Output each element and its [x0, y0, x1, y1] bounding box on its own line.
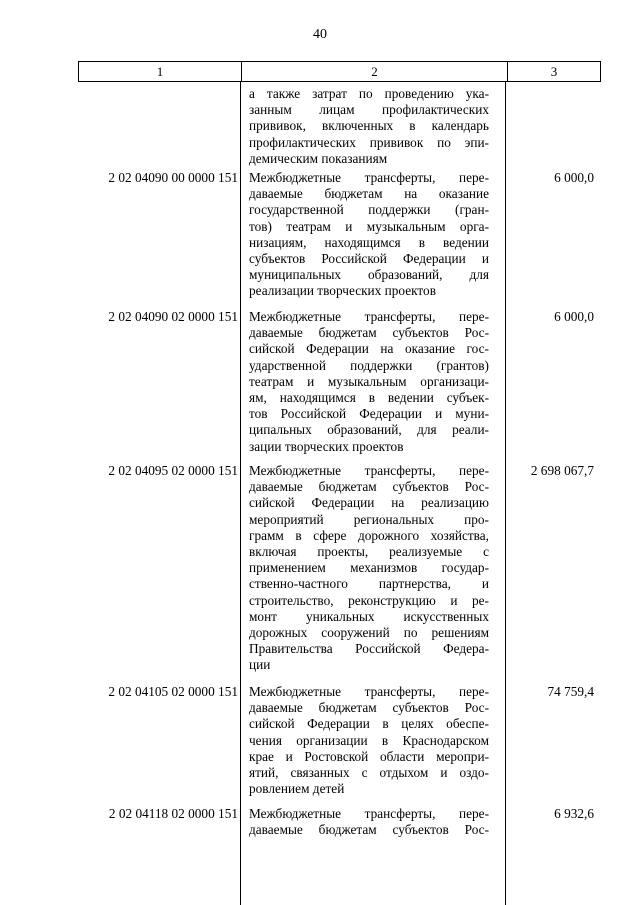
table-header-col-2: 2	[242, 62, 508, 81]
description-line: Межбюджетные трансферты, пере-	[249, 684, 489, 699]
description-line: сийской Федерации на реализацию	[249, 495, 489, 511]
budget-code: 2 02 04105 02 0000 151	[108, 684, 238, 699]
description-line: даваемые бюджетам на оказание	[249, 186, 489, 202]
description-line: тов Российской Федерации и муни-	[249, 406, 489, 422]
column-divider-1	[240, 82, 241, 905]
description-line: Межбюджетные трансферты, пере-	[249, 463, 489, 478]
description-line: применением механизмов государ-	[249, 560, 489, 576]
row-description	[249, 309, 489, 455]
description-line: реализации творческих проектов	[249, 283, 436, 299]
table-header-col-3: 3	[550, 64, 558, 79]
description-line: ровлением детей	[249, 781, 345, 797]
description-line: занным лицам профилактических	[249, 102, 489, 118]
description-line: даваемые бюджетам субъектов Рос-	[249, 325, 489, 341]
description-line: прививок, включенных в календарь	[249, 118, 489, 134]
description-line: зации творческих проектов	[249, 438, 404, 454]
description-line: тов) театрам и музыкальным орга-	[249, 218, 489, 234]
description-line: ударственной поддержки (грантов)	[249, 357, 489, 373]
description-line: Правительства Российской Федера-	[249, 641, 489, 657]
description-line: ятий, связанных с отдыхом и оздо-	[249, 765, 489, 781]
budget-code: 2 02 04090 00 0000 151	[108, 170, 238, 185]
description-line: низациям, находящимся в ведении	[249, 234, 489, 250]
description-line: ям, находящимся в ведении субъек-	[249, 390, 489, 406]
description-line: профилактических прививок по эпи-	[249, 134, 489, 150]
description-line: чения организации в Краснодарском	[249, 732, 489, 748]
description-line: ственно-частного партнерства, и	[249, 576, 489, 592]
description-line: Межбюджетные трансферты, пере-	[249, 170, 489, 185]
description-line: строительство, реконструкцию и ре-	[249, 592, 489, 608]
amount: 6 932,6	[554, 806, 594, 821]
description-line: ции	[249, 657, 271, 673]
description-line: включая проекты, реализуемые с	[249, 544, 489, 560]
column-divider-2	[505, 82, 506, 905]
table-header-col-1: 1	[79, 62, 242, 81]
description-line: Межбюджетные трансферты, пере-	[249, 806, 489, 821]
description-line: сийской Федерации в целях обеспе-	[249, 716, 489, 732]
description-line: даваемые бюджетам субъектов Рос-	[249, 822, 489, 838]
description-line: мероприятий региональных про-	[249, 511, 489, 527]
amount: 6 000,0	[554, 170, 594, 185]
budget-code: 2 02 04118 02 0000 151	[108, 806, 238, 821]
description-line: субъектов Российской Федерации и	[249, 251, 489, 267]
page-number: 40	[313, 27, 327, 42]
row-description	[249, 806, 489, 838]
description-line: даваемые бюджетам субъектов Рос-	[249, 700, 489, 716]
row-description	[249, 86, 489, 167]
row-description	[249, 684, 489, 797]
amount: 6 000,0	[554, 309, 594, 324]
amount: 2 698 067,7	[530, 463, 594, 478]
description-line: а также затрат по проведению ука-	[249, 86, 489, 101]
amount: 74 759,4	[547, 684, 594, 699]
row-description	[249, 463, 489, 674]
table-header-row	[78, 61, 601, 82]
description-line: ципальных образований, для реали-	[249, 422, 489, 438]
description-line: монт уникальных искусственных	[249, 608, 489, 624]
description-line: сийской Федерации на оказание гос-	[249, 341, 489, 357]
budget-code: 2 02 04090 02 0000 151	[108, 309, 238, 324]
description-line: муниципальных образований, для	[249, 267, 489, 283]
budget-code: 2 02 04095 02 0000 151	[108, 463, 238, 478]
description-line: театрам и музыкальным организаци-	[249, 373, 489, 389]
description-line: дорожных сооружений по решениям	[249, 625, 489, 641]
description-line: демическим показаниям	[249, 150, 388, 166]
description-line: государственной поддержки (гран-	[249, 202, 489, 218]
description-line: грамм в сфере дорожного хозяйства,	[249, 527, 489, 543]
description-line: даваемые бюджетам субъектов Рос-	[249, 479, 489, 495]
description-line: Межбюджетные трансферты, пере-	[249, 309, 489, 324]
description-line: крае и Ростовской области меропри-	[249, 748, 489, 764]
row-description	[249, 170, 489, 300]
